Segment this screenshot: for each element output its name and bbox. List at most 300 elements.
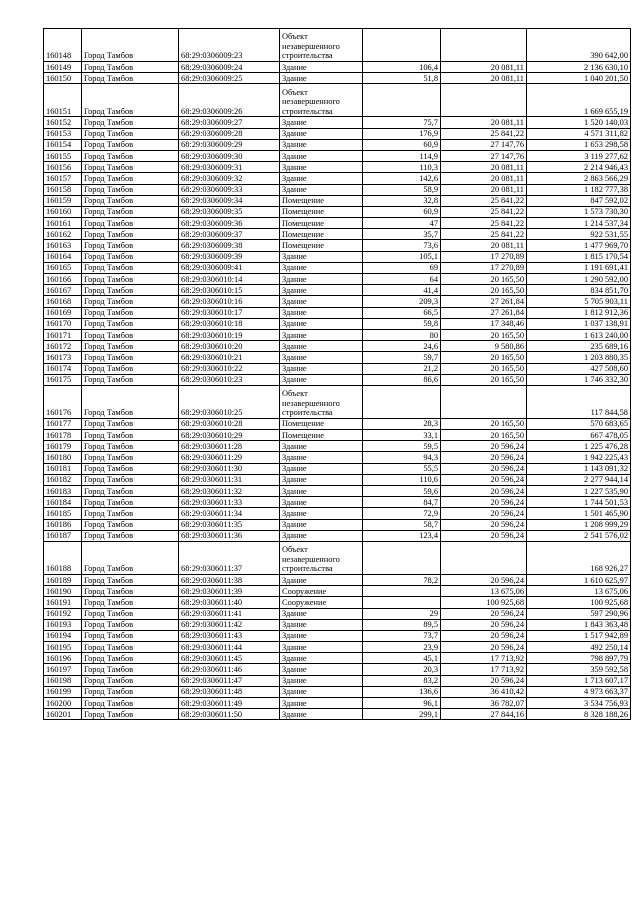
row-cadastral-number: 68:29:0306011:47 — [179, 675, 280, 686]
row-unit-value: 13 675,06 — [441, 586, 527, 597]
row-cadastral-value: 1 037 138,91 — [527, 318, 631, 329]
row-cadastral-value: 1 143 091,32 — [527, 463, 631, 474]
row-cadastral-value: 1 501 465,90 — [527, 508, 631, 519]
row-unit-value: 20 081,11 — [441, 62, 527, 73]
table-row — [44, 229, 631, 240]
row-city: Город Тамбов — [82, 574, 179, 585]
row-object-type: Здание — [280, 486, 363, 497]
row-area: 20,3 — [363, 664, 441, 675]
row-cadastral-number: 68:29:0306011:43 — [179, 630, 280, 641]
row-city: Город Тамбов — [82, 251, 179, 262]
row-object-type: Здание — [280, 341, 363, 352]
row-cadastral-number: 68:29:0306009:39 — [179, 251, 280, 262]
row-object-type: Здание — [280, 307, 363, 318]
row-cadastral-number: 68:29:0306011:41 — [179, 608, 280, 619]
table-row — [44, 352, 631, 363]
table-body — [44, 29, 631, 720]
row-cadastral-value: 2 277 944,14 — [527, 474, 631, 485]
row-object-type: Здание — [280, 664, 363, 675]
row-cadastral-value: 1 815 170,54 — [527, 251, 631, 262]
row-unit-value: 25 841,22 — [441, 128, 527, 139]
row-cadastral-number: 68:29:0306010:20 — [179, 341, 280, 352]
row-unit-value: 17 270,89 — [441, 251, 527, 262]
row-city: Город Тамбов — [82, 474, 179, 485]
row-unit-value: 20 165,50 — [441, 274, 527, 285]
row-object-type: Здание — [280, 296, 363, 307]
row-unit-value: 20 165,50 — [441, 418, 527, 429]
row-cadastral-value: 4 571 311,82 — [527, 128, 631, 139]
row-object-type: Здание — [280, 474, 363, 485]
row-area: 176,9 — [363, 128, 441, 139]
row-cadastral-value: 1 610 625,97 — [527, 574, 631, 585]
row-object-type: Здание — [280, 530, 363, 541]
row-unit-value: 9 580,86 — [441, 341, 527, 352]
row-cadastral-number: 68:29:0306011:28 — [179, 441, 280, 452]
table-row — [44, 195, 631, 206]
table-row — [44, 117, 631, 128]
row-area: 110,3 — [363, 162, 441, 173]
row-id: 160187 — [44, 530, 82, 541]
row-id: 160197 — [44, 664, 82, 675]
row-cadastral-value: 1 573 730,30 — [527, 206, 631, 217]
row-area: 45,1 — [363, 653, 441, 664]
row-cadastral-number: 68:29:0306011:30 — [179, 463, 280, 474]
row-cadastral-number: 68:29:0306011:34 — [179, 508, 280, 519]
row-cadastral-value: 4 973 663,37 — [527, 686, 631, 697]
table-row — [44, 218, 631, 229]
row-city: Город Тамбов — [82, 530, 179, 541]
row-cadastral-value: 1 520 140,03 — [527, 117, 631, 128]
row-area: 33,1 — [363, 430, 441, 441]
row-cadastral-value: 1 225 476,28 — [527, 441, 631, 452]
row-id: 160182 — [44, 474, 82, 485]
row-cadastral-value: 13 675,06 — [527, 586, 631, 597]
row-id: 160159 — [44, 195, 82, 206]
row-cadastral-number: 68:29:0306009:29 — [179, 139, 280, 150]
row-city: Город Тамбов — [82, 630, 179, 641]
row-city: Город Тамбов — [82, 329, 179, 340]
row-cadastral-number: 68:29:0306011:40 — [179, 597, 280, 608]
table-row — [44, 698, 631, 709]
row-area: 110,6 — [363, 474, 441, 485]
row-id: 160199 — [44, 686, 82, 697]
row-cadastral-value: 2 541 576,02 — [527, 530, 631, 541]
row-cadastral-number: 68:29:0306011:33 — [179, 497, 280, 508]
row-object-type: Объект незавершенного строительства — [280, 541, 363, 574]
row-city: Город Тамбов — [82, 218, 179, 229]
row-unit-value: 17 713,92 — [441, 653, 527, 664]
table-row — [44, 619, 631, 630]
row-id: 160184 — [44, 497, 82, 508]
row-id: 160154 — [44, 139, 82, 150]
row-object-type: Здание — [280, 274, 363, 285]
row-cadastral-number: 68:29:0306010:16 — [179, 296, 280, 307]
table-row — [44, 262, 631, 273]
row-unit-value: 20 596,24 — [441, 630, 527, 641]
row-area — [363, 597, 441, 608]
table-row — [44, 374, 631, 385]
row-cadastral-value: 1 203 880,35 — [527, 352, 631, 363]
row-city: Город Тамбов — [82, 664, 179, 675]
row-cadastral-number: 68:29:0306011:48 — [179, 686, 280, 697]
row-area: 80 — [363, 329, 441, 340]
row-cadastral-number: 68:29:0306011:36 — [179, 530, 280, 541]
row-object-type: Здание — [280, 62, 363, 73]
row-cadastral-value: 5 705 903,11 — [527, 296, 631, 307]
row-cadastral-number: 68:29:0306011:42 — [179, 619, 280, 630]
row-id: 160178 — [44, 430, 82, 441]
row-cadastral-value: 1 208 999,29 — [527, 519, 631, 530]
table-row — [44, 586, 631, 597]
row-id: 160170 — [44, 318, 82, 329]
table-row — [44, 508, 631, 519]
row-cadastral-value: 847 592,02 — [527, 195, 631, 206]
row-city: Город Тамбов — [82, 62, 179, 73]
row-cadastral-number: 68:29:0306009:28 — [179, 128, 280, 139]
row-cadastral-number: 68:29:0306009:33 — [179, 184, 280, 195]
row-cadastral-number: 68:29:0306010:18 — [179, 318, 280, 329]
row-unit-value — [441, 84, 527, 117]
row-unit-value: 20 081,11 — [441, 73, 527, 84]
row-object-type: Помещение — [280, 430, 363, 441]
row-city: Город Тамбов — [82, 173, 179, 184]
table-row — [44, 519, 631, 530]
row-cadastral-value: 1 477 969,70 — [527, 240, 631, 251]
table-row — [44, 441, 631, 452]
table-row — [44, 84, 631, 117]
row-id: 160162 — [44, 229, 82, 240]
row-unit-value — [441, 29, 527, 62]
row-city: Город Тамбов — [82, 619, 179, 630]
table-row — [44, 664, 631, 675]
row-object-type: Помещение — [280, 229, 363, 240]
row-cadastral-value: 2 136 630,10 — [527, 62, 631, 73]
row-city: Город Тамбов — [82, 452, 179, 463]
row-city: Город Тамбов — [82, 240, 179, 251]
row-unit-value: 36 782,07 — [441, 698, 527, 709]
table-row — [44, 642, 631, 653]
row-object-type: Здание — [280, 139, 363, 150]
row-area — [363, 586, 441, 597]
row-city: Город Тамбов — [82, 128, 179, 139]
row-id: 160198 — [44, 675, 82, 686]
row-unit-value: 20 165,50 — [441, 374, 527, 385]
row-unit-value: 20 596,24 — [441, 463, 527, 474]
row-city: Город Тамбов — [82, 195, 179, 206]
row-city: Город Тамбов — [82, 418, 179, 429]
row-object-type: Помещение — [280, 418, 363, 429]
row-id: 160189 — [44, 574, 82, 585]
row-unit-value: 20 596,24 — [441, 642, 527, 653]
row-unit-value — [441, 385, 527, 418]
row-area: 142,6 — [363, 173, 441, 184]
row-unit-value: 20 596,24 — [441, 608, 527, 619]
row-cadastral-value: 1 517 942,89 — [527, 630, 631, 641]
row-object-type: Здание — [280, 352, 363, 363]
row-cadastral-number: 68:29:0306011:32 — [179, 486, 280, 497]
row-cadastral-number: 68:29:0306010:17 — [179, 307, 280, 318]
row-object-type: Здание — [280, 686, 363, 697]
row-area: 64 — [363, 274, 441, 285]
row-city: Город Тамбов — [82, 642, 179, 653]
table-row — [44, 486, 631, 497]
row-cadastral-number: 68:29:0306010:22 — [179, 363, 280, 374]
row-cadastral-value: 1 290 592,00 — [527, 274, 631, 285]
row-cadastral-value: 8 328 188,26 — [527, 709, 631, 720]
table-row — [44, 251, 631, 262]
row-id: 160185 — [44, 508, 82, 519]
row-city: Город Тамбов — [82, 318, 179, 329]
row-unit-value: 100 925,68 — [441, 597, 527, 608]
row-cadastral-value: 2 214 946,43 — [527, 162, 631, 173]
row-city: Город Тамбов — [82, 430, 179, 441]
row-cadastral-number: 68:29:0306010:23 — [179, 374, 280, 385]
row-cadastral-value: 1 227 535,90 — [527, 486, 631, 497]
row-object-type: Здание — [280, 73, 363, 84]
row-area: 114,9 — [363, 150, 441, 161]
table-row — [44, 29, 631, 62]
table-row — [44, 329, 631, 340]
row-id: 160173 — [44, 352, 82, 363]
document-page — [43, 28, 626, 720]
row-object-type: Помещение — [280, 218, 363, 229]
row-cadastral-value: 834 851,70 — [527, 285, 631, 296]
row-cadastral-value: 1 713 607,17 — [527, 675, 631, 686]
row-object-type: Здание — [280, 162, 363, 173]
row-id: 160149 — [44, 62, 82, 73]
row-city: Город Тамбов — [82, 307, 179, 318]
row-area: 89,5 — [363, 619, 441, 630]
row-unit-value — [441, 541, 527, 574]
row-id: 160158 — [44, 184, 82, 195]
row-city: Город Тамбов — [82, 229, 179, 240]
row-unit-value: 20 596,24 — [441, 619, 527, 630]
row-city: Город Тамбов — [82, 586, 179, 597]
row-city: Город Тамбов — [82, 486, 179, 497]
row-city: Город Тамбов — [82, 374, 179, 385]
row-object-type: Здание — [280, 128, 363, 139]
table-row — [44, 240, 631, 251]
row-cadastral-number: 68:29:0306009:26 — [179, 84, 280, 117]
row-city: Город Тамбов — [82, 352, 179, 363]
row-area: 29 — [363, 608, 441, 619]
row-unit-value: 17 348,46 — [441, 318, 527, 329]
row-cadastral-number: 68:29:0306010:19 — [179, 329, 280, 340]
row-cadastral-value: 492 250,14 — [527, 642, 631, 653]
row-unit-value: 25 841,22 — [441, 218, 527, 229]
row-unit-value: 25 841,22 — [441, 229, 527, 240]
row-cadastral-number: 68:29:0306011:49 — [179, 698, 280, 709]
table-row — [44, 341, 631, 352]
row-cadastral-value: 359 592,58 — [527, 664, 631, 675]
row-id: 160156 — [44, 162, 82, 173]
row-unit-value: 25 841,22 — [441, 195, 527, 206]
row-id: 160181 — [44, 463, 82, 474]
row-unit-value: 17 713,92 — [441, 664, 527, 675]
row-id: 160183 — [44, 486, 82, 497]
row-cadastral-number: 68:29:0306009:34 — [179, 195, 280, 206]
row-area: 106,4 — [363, 62, 441, 73]
row-object-type: Объект незавершенного строительства — [280, 84, 363, 117]
row-id: 160186 — [44, 519, 82, 530]
row-cadastral-number: 68:29:0306011:45 — [179, 653, 280, 664]
table-row — [44, 162, 631, 173]
row-cadastral-number: 68:29:0306010:21 — [179, 352, 280, 363]
row-city: Город Тамбов — [82, 597, 179, 608]
row-area — [363, 29, 441, 62]
table-row — [44, 597, 631, 608]
row-city: Город Тамбов — [82, 262, 179, 273]
row-area: 72,9 — [363, 508, 441, 519]
row-area: 73,6 — [363, 240, 441, 251]
row-cadastral-number: 68:29:0306011:46 — [179, 664, 280, 675]
row-id: 160190 — [44, 586, 82, 597]
row-id: 160196 — [44, 653, 82, 664]
row-cadastral-number: 68:29:0306009:31 — [179, 162, 280, 173]
row-unit-value: 20 596,24 — [441, 474, 527, 485]
row-city: Город Тамбов — [82, 285, 179, 296]
row-id: 160151 — [44, 84, 82, 117]
row-object-type: Здание — [280, 497, 363, 508]
table-row — [44, 463, 631, 474]
row-cadastral-value: 2 863 566,29 — [527, 173, 631, 184]
row-area: 28,3 — [363, 418, 441, 429]
row-object-type: Здание — [280, 709, 363, 720]
row-id: 160177 — [44, 418, 82, 429]
row-id: 160193 — [44, 619, 82, 630]
row-object-type: Объект незавершенного строительства — [280, 385, 363, 418]
row-city: Город Тамбов — [82, 117, 179, 128]
row-area: 69 — [363, 262, 441, 273]
row-cadastral-number: 68:29:0306011:35 — [179, 519, 280, 530]
row-cadastral-value: 1 843 363,48 — [527, 619, 631, 630]
row-id: 160160 — [44, 206, 82, 217]
row-unit-value: 27 147,76 — [441, 150, 527, 161]
row-cadastral-value: 235 689,16 — [527, 341, 631, 352]
row-city: Город Тамбов — [82, 274, 179, 285]
row-area: 58,7 — [363, 519, 441, 530]
row-area: 60,9 — [363, 206, 441, 217]
row-object-type: Здание — [280, 285, 363, 296]
row-object-type: Здание — [280, 519, 363, 530]
row-city: Город Тамбов — [82, 84, 179, 117]
row-unit-value: 20 081,11 — [441, 240, 527, 251]
table-row — [44, 206, 631, 217]
table-row — [44, 474, 631, 485]
row-id: 160180 — [44, 452, 82, 463]
row-object-type: Здание — [280, 698, 363, 709]
row-area: 83,2 — [363, 675, 441, 686]
row-area — [363, 385, 441, 418]
row-cadastral-value: 1 613 240,00 — [527, 329, 631, 340]
row-area: 105,1 — [363, 251, 441, 262]
row-object-type: Сооружение — [280, 597, 363, 608]
row-id: 160192 — [44, 608, 82, 619]
row-area: 123,4 — [363, 530, 441, 541]
row-cadastral-number: 68:29:0306009:30 — [179, 150, 280, 161]
row-unit-value: 27 844,16 — [441, 709, 527, 720]
row-unit-value: 27 261,84 — [441, 296, 527, 307]
row-city: Город Тамбов — [82, 686, 179, 697]
row-unit-value: 25 841,22 — [441, 206, 527, 217]
row-area: 60,9 — [363, 139, 441, 150]
row-id: 160200 — [44, 698, 82, 709]
row-area: 21,2 — [363, 363, 441, 374]
row-cadastral-number: 68:29:0306009:38 — [179, 240, 280, 251]
row-city: Город Тамбов — [82, 150, 179, 161]
row-city: Город Тамбов — [82, 608, 179, 619]
row-object-type: Здание — [280, 150, 363, 161]
row-unit-value: 20 596,24 — [441, 508, 527, 519]
table-row — [44, 285, 631, 296]
row-id: 160176 — [44, 385, 82, 418]
row-cadastral-number: 68:29:0306011:44 — [179, 642, 280, 653]
row-area: 75,7 — [363, 117, 441, 128]
row-cadastral-number: 68:29:0306009:36 — [179, 218, 280, 229]
table-row — [44, 452, 631, 463]
row-area: 24,6 — [363, 341, 441, 352]
row-id: 160168 — [44, 296, 82, 307]
row-city: Город Тамбов — [82, 296, 179, 307]
table-row — [44, 307, 631, 318]
row-object-type: Здание — [280, 642, 363, 653]
row-object-type: Здание — [280, 608, 363, 619]
row-area: 35,7 — [363, 229, 441, 240]
row-unit-value: 27 147,76 — [441, 139, 527, 150]
row-area: 47 — [363, 218, 441, 229]
row-city: Город Тамбов — [82, 519, 179, 530]
row-cadastral-value: 798 897,79 — [527, 653, 631, 664]
row-object-type: Здание — [280, 630, 363, 641]
row-cadastral-number: 68:29:0306011:39 — [179, 586, 280, 597]
table-row — [44, 318, 631, 329]
row-cadastral-number: 68:29:0306009:32 — [179, 173, 280, 184]
row-city: Город Тамбов — [82, 463, 179, 474]
row-area: 96,1 — [363, 698, 441, 709]
row-city: Город Тамбов — [82, 162, 179, 173]
row-cadastral-value: 1 653 298,58 — [527, 139, 631, 150]
row-object-type: Объект незавершенного строительства — [280, 29, 363, 62]
row-object-type: Здание — [280, 318, 363, 329]
row-unit-value: 20 165,50 — [441, 329, 527, 340]
row-area: 59,7 — [363, 352, 441, 363]
row-area: 86,6 — [363, 374, 441, 385]
row-cadastral-number: 68:29:0306011:50 — [179, 709, 280, 720]
row-object-type: Здание — [280, 508, 363, 519]
row-id: 160165 — [44, 262, 82, 273]
row-unit-value: 20 081,11 — [441, 117, 527, 128]
row-cadastral-value: 570 683,65 — [527, 418, 631, 429]
row-object-type: Здание — [280, 619, 363, 630]
row-object-type: Помещение — [280, 195, 363, 206]
row-id: 160169 — [44, 307, 82, 318]
table-row — [44, 296, 631, 307]
row-area: 55,5 — [363, 463, 441, 474]
row-unit-value: 20 596,24 — [441, 675, 527, 686]
row-cadastral-number: 68:29:0306010:14 — [179, 274, 280, 285]
row-cadastral-value: 1 182 777,38 — [527, 184, 631, 195]
row-id: 160157 — [44, 173, 82, 184]
row-unit-value: 20 081,11 — [441, 173, 527, 184]
row-id: 160155 — [44, 150, 82, 161]
row-id: 160163 — [44, 240, 82, 251]
row-unit-value: 20 596,24 — [441, 574, 527, 585]
row-cadastral-number: 68:29:0306010:28 — [179, 418, 280, 429]
row-area: 94,3 — [363, 452, 441, 463]
row-cadastral-number: 68:29:0306010:29 — [179, 430, 280, 441]
cadastral-value-table — [43, 28, 631, 720]
row-id: 160148 — [44, 29, 82, 62]
